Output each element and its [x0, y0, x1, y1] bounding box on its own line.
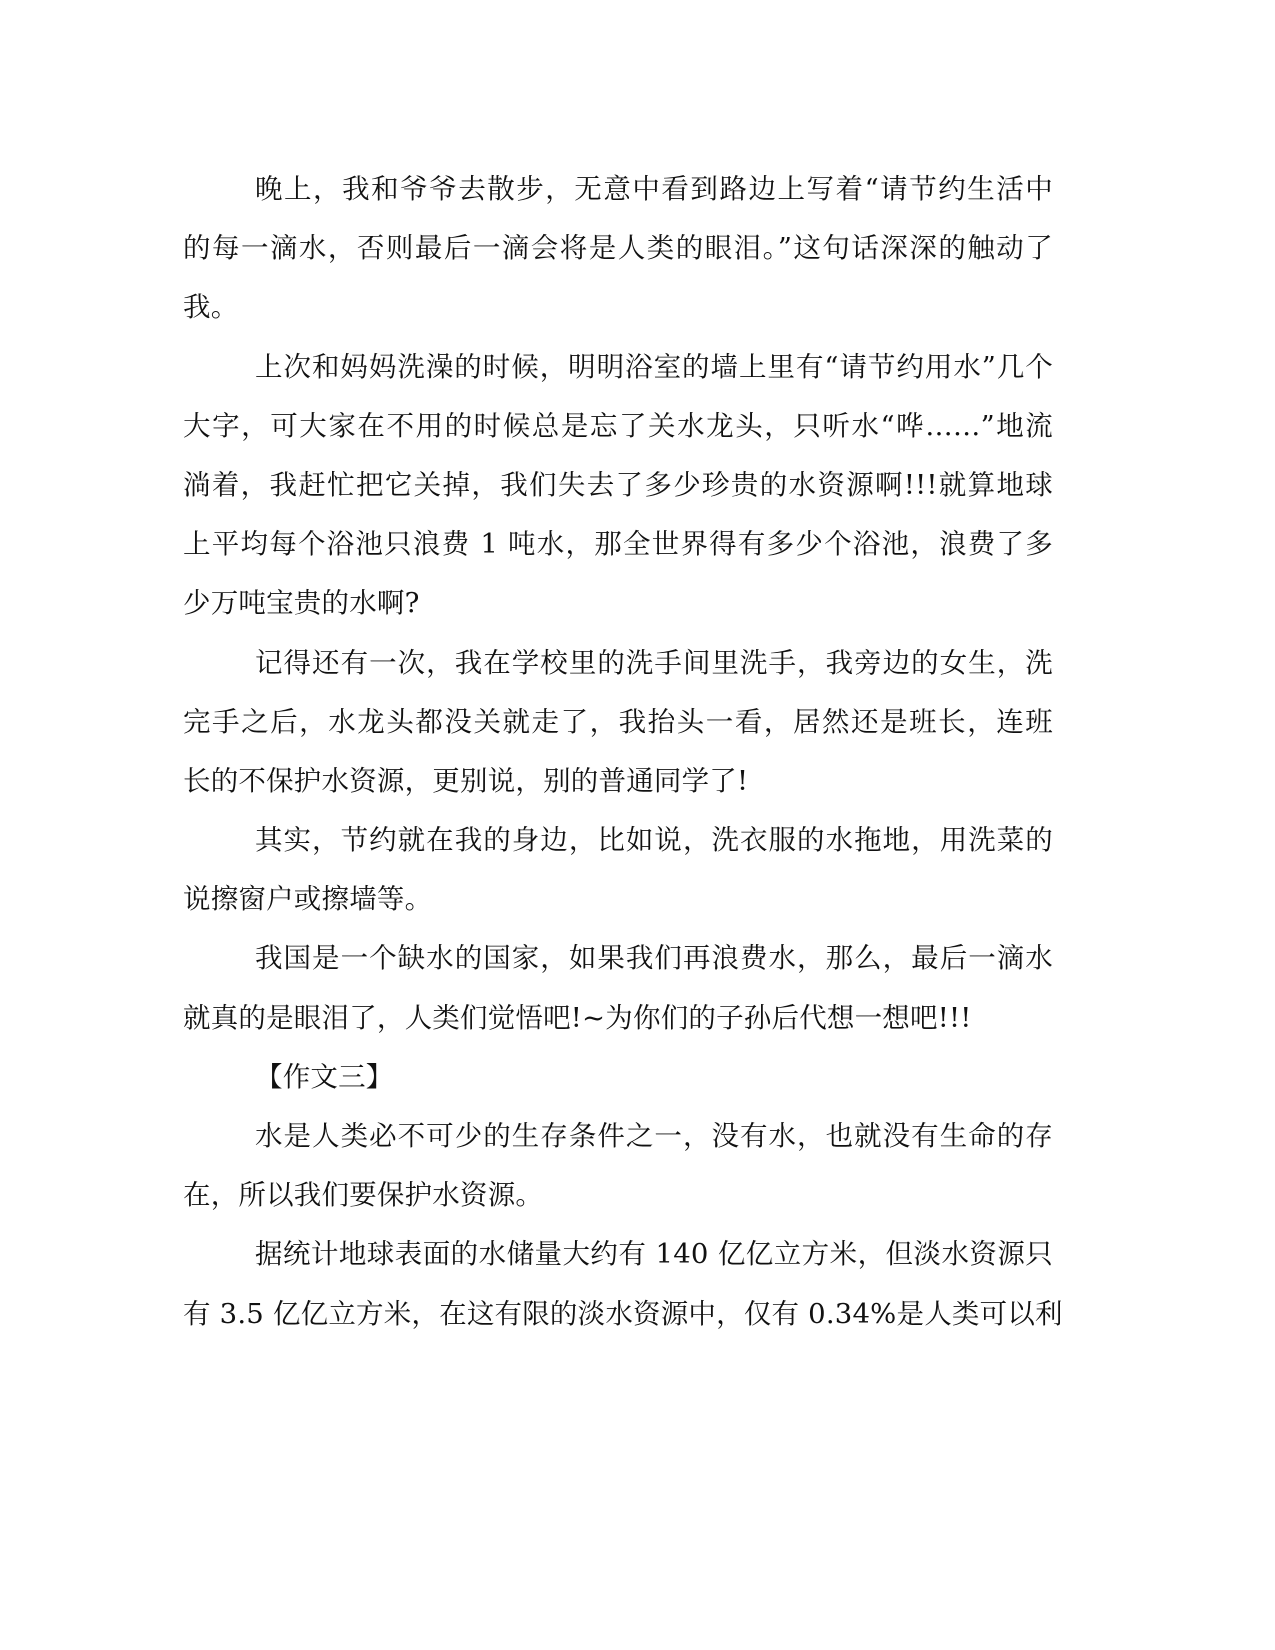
text-line: 淌着，我赶忙把它关掉，我们失去了多少珍贵的水资源啊!!!就算地球	[183, 468, 1053, 501]
text-line: 的每一滴水，否则最后一滴会将是人类的眼泪。”这句话深深的触动了	[183, 232, 1053, 265]
text-line: 长的不保护水资源，更别说，别的普通同学了!	[183, 764, 749, 797]
text-line: 完手之后，水龙头都没关就走了，我抬头一看，居然还是班长，连班	[183, 705, 1053, 738]
text-line: 少万吨宝贵的水啊?	[183, 587, 420, 620]
essay-body	[183, 160, 1063, 1344]
text-line: 就真的是眼泪了，人类们觉悟吧!~为你们的子孙后代想一想吧!!!	[183, 1001, 972, 1034]
text-line: 在，所以我们要保护水资源。	[183, 1179, 544, 1212]
text-line: 其实，节约就在我的身边，比如说，洗衣服的水拖地，用洗菜的	[255, 824, 1053, 857]
text-line: 上次和妈妈洗澡的时候，明明浴室的墙上里有“请节约用水”几个	[255, 350, 1053, 383]
text-line: 水是人类必不可少的生存条件之一，没有水，也就没有生命的存	[255, 1120, 1053, 1152]
text-line: 据统计地球表面的水储量大约有 140 亿亿立方米，但淡水资源只	[255, 1238, 1053, 1271]
text-line: 晚上，我和爷爷去散步，无意中看到路边上写着“请节约生活中	[255, 173, 1054, 205]
text-line: 上平均每个浴池只浪费 1 吨水，那全世界得有多少个浴池，浪费了多	[183, 528, 1053, 561]
text-line: 大字，可大家在不用的时候总是忘了关水龙头，只听水“哗……”地流	[183, 409, 1053, 442]
text-line: 有 3.5 亿亿立方米，在这有限的淡水资源中，仅有 0.34%是人类可以利	[183, 1297, 1063, 1330]
text-line: 我国是一个缺水的国家，如果我们再浪费水，那么，最后一滴水	[255, 942, 1053, 975]
text-line: 说擦窗户或擦墙等。	[183, 883, 433, 916]
text-line: 我。	[183, 291, 239, 324]
text-line: 记得还有一次，我在学校里的洗手间里洗手，我旁边的女生，洗	[255, 646, 1053, 679]
section-heading: 【作文三】	[255, 1060, 394, 1093]
